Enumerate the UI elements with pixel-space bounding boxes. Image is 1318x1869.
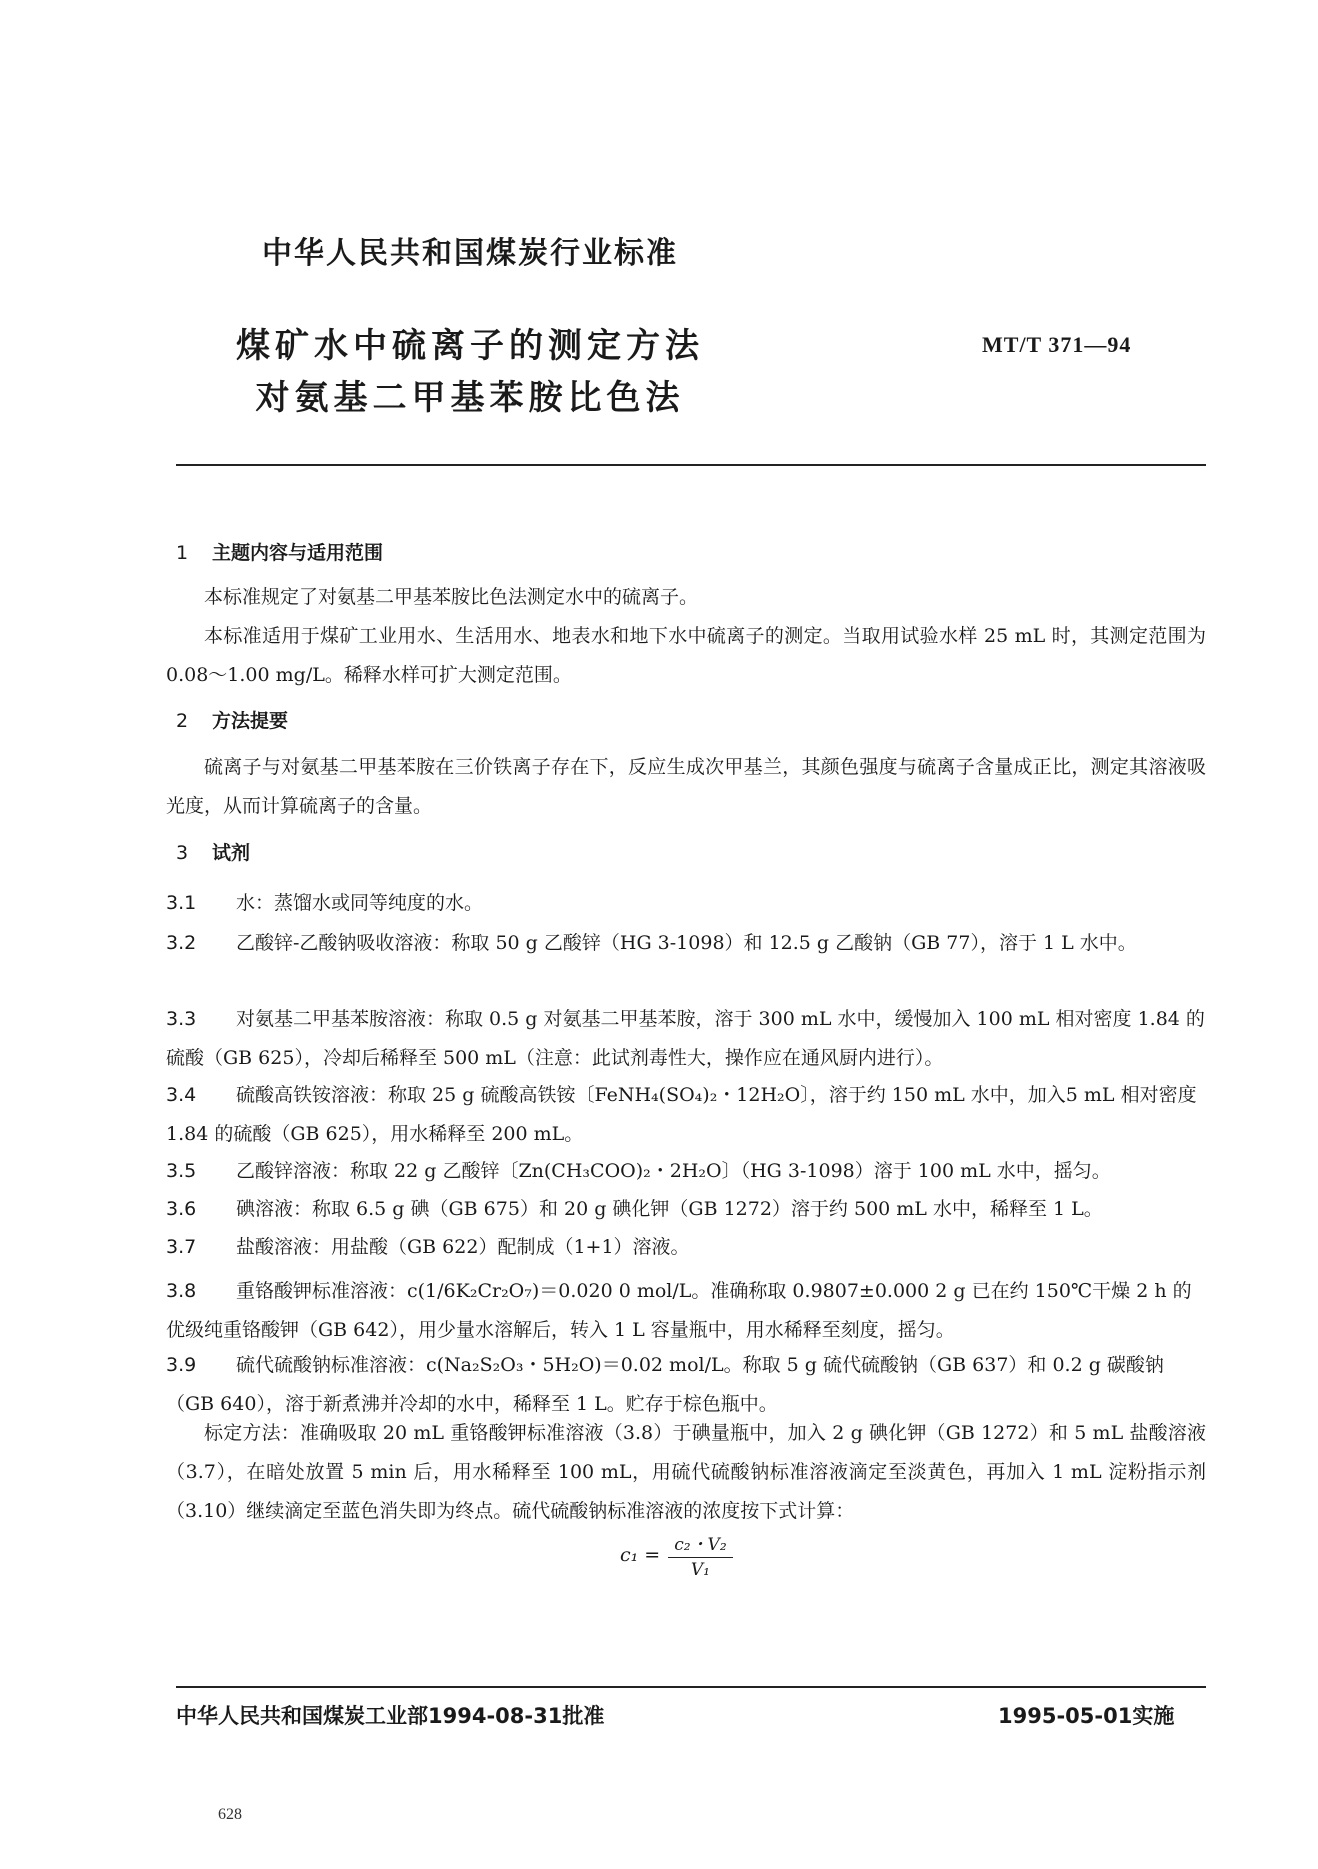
section-2-paragraph-1: 硫离子与对氨基二甲基苯胺在三价铁离子存在下，反应生成次甲基兰，其颜色强度与硫离子含量成正比，测定其溶液吸光度，从而计算硫离子的含量。 bbox=[166, 756, 1206, 817]
reagent-item: 3.9 硫代硫酸钠标准溶液：c(Na₂S₂O₃・5H₂O)＝0.02 mol/L。称取 5 g 硫代硫酸钠（GB 637）和 0.2 g 碳酸钠（GB 640），溶于新煮沸并冷却的水中，稀释至 1 L。贮存于棕色瓶中。 bbox=[166, 1354, 1164, 1415]
approval-line: 中华人民共和国煤炭工业部1994-08-31批准 bbox=[176, 1704, 605, 1728]
section-1-paragraph-1: 本标准规定了对氨基二甲基苯胺比色法测定水中的硫离子。 bbox=[204, 586, 699, 608]
calibration-paragraph: 标定方法：准确吸取 20 mL 重铬酸钾标准溶液（3.8）于碘量瓶中，加入 2 g 碘化钾（GB 1272）和 5 mL 盐酸溶液（3.7），在暗处放置 5 min 后，用水稀释至 100 mL，用硫代硫酸钠标准溶液滴定至淡黄色，再加入 1 mL 淀粉指示剂（3.10）继续滴定至蓝色消失即为终点。硫代硫酸钠标准溶液的浓度按下式计算： bbox=[166, 1422, 1206, 1522]
reagent-item: 3.8 重铬酸钾标准溶液：c(1/6K₂Cr₂O₇)＝0.020 0 mol/L。准确称取 0.9807±0.000 2 g 已在约 150℃干燥 2 h 的优级纯重铬酸钾（GB 642），用少量水溶解后，转入 1 L 容量瓶中，用水稀释至刻度，摇匀。 bbox=[166, 1280, 1192, 1341]
section-title: 试剂 bbox=[212, 842, 251, 864]
document-title-line1: 煤矿水中硫离子的测定方法 bbox=[236, 326, 704, 366]
section-number: 1 bbox=[176, 542, 189, 564]
section-number: 2 bbox=[176, 710, 189, 732]
section-title: 方法提要 bbox=[212, 710, 289, 732]
section-1-paragraph-2: 本标准适用于煤矿工业用水、生活用水、地表水和地下水中硫离子的测定。当取用试验水样 25 mL 时，其测定范围为 0.08～1.00 mg/L。稀释水样可扩大测定范围。 bbox=[166, 625, 1206, 686]
section-number: 3 bbox=[176, 842, 189, 864]
page-number: 628 bbox=[218, 1806, 242, 1823]
formula-numerator: c₂・V₂ bbox=[668, 1530, 732, 1558]
header-divider bbox=[176, 464, 1206, 466]
section-2-heading bbox=[176, 706, 288, 733]
section-1-heading bbox=[176, 538, 383, 565]
standard-code: MT/T 371—94 bbox=[982, 332, 1132, 357]
formula-denominator: V₁ bbox=[690, 1560, 710, 1580]
reagent-item: 3.1 水：蒸馏水或同等纯度的水。 bbox=[166, 892, 484, 914]
concentration-formula bbox=[620, 1530, 733, 1580]
reagent-item: 3.4 硫酸高铁铵溶液：称取 25 g 硫酸高铁铵〔FeNH₄(SO₄)₂・12H₂O〕，溶于约 150 mL 水中，加入5 mL 相对密度 1.84 的硫酸（GB 625），用水稀释至 200 mL。 bbox=[166, 1084, 1197, 1145]
section-title: 主题内容与适用范围 bbox=[212, 542, 384, 564]
reagent-item: 3.3 对氨基二甲基苯胺溶液：称取 0.5 g 对氨基二甲基苯胺，溶于 300 mL 水中，缓慢加入 100 mL 相对密度 1.84 的硫酸（GB 625），冷却后稀释至 500 mL（注意：此试剂毒性大，操作应在通风厨内进行）。 bbox=[166, 1008, 1205, 1069]
reagent-item: 3.7 盐酸溶液：用盐酸（GB 622）配制成（1+1）溶液。 bbox=[166, 1236, 690, 1258]
formula-lhs: c₁ = bbox=[620, 1544, 661, 1566]
footer-divider bbox=[176, 1686, 1206, 1688]
section-3-heading bbox=[176, 838, 250, 865]
formula-fraction bbox=[668, 1530, 732, 1580]
document-title-line2: 对氨基二甲基苯胺比色法 bbox=[255, 378, 685, 418]
reagent-item: 3.6 碘溶液：称取 6.5 g 碘（GB 675）和 20 g 碘化钾（GB 1272）溶于约 500 mL 水中，稀释至 1 L。 bbox=[166, 1198, 1103, 1220]
effective-date: 1995-05-01实施 bbox=[998, 1704, 1175, 1728]
reagent-item: 3.5 乙酸锌溶液：称取 22 g 乙酸锌〔Zn(CH₃COO)₂・2H₂O〕（HG 3-1098）溶于 100 mL 水中，摇匀。 bbox=[166, 1160, 1111, 1182]
reagent-item: 3.2 乙酸锌-乙酸钠吸收溶液：称取 50 g 乙酸锌（HG 3-1098）和 12.5 g 乙酸钠（GB 77），溶于 1 L 水中。 bbox=[166, 932, 1137, 954]
standard-category-title: 中华人民共和国煤炭行业标准 bbox=[262, 236, 678, 271]
